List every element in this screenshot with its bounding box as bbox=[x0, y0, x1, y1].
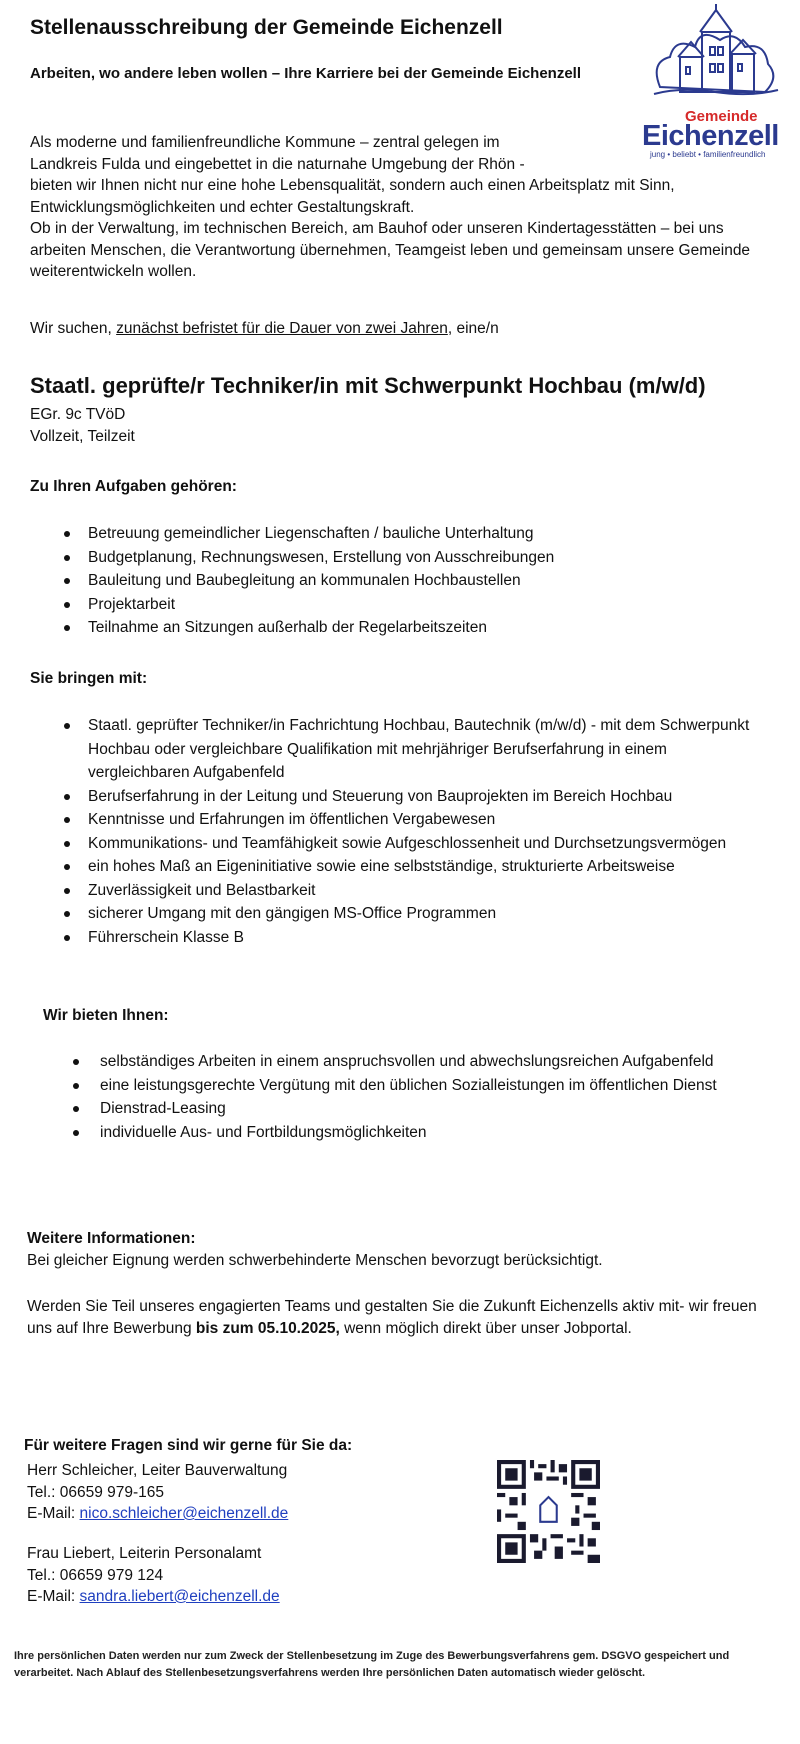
apply-part2: wenn möglich direkt über unser Jobportal. bbox=[339, 1319, 632, 1337]
more-info-text: Bei gleicher Eignung werden schwerbehinderte Menschen bevorzugt berücksichtigt. bbox=[27, 1251, 603, 1269]
logo-line1: Gemeinde bbox=[685, 108, 758, 125]
intro-paragraph-2: Ob in der Verwaltung, im technischen Bereich, am Bauhof oder unseren Kindertagesstätten – bei uns arbeiten Menschen, die Verantwortung übernehmen, Teamgeist leben und gemeinsam unsere Gemeinde weiterentwickeln wollen. bbox=[30, 220, 751, 280]
list-item: Kommunikations- und Teamfähigkeit sowie Aufgeschlossenheit und Durchsetzungsvermögen bbox=[30, 832, 750, 856]
logo-tagline: jung • beliebt • familienfreundlich bbox=[650, 150, 766, 159]
contact-name: Frau Liebert, Leiterin Personalamt bbox=[27, 1545, 262, 1562]
search-prefix: Wir suchen, bbox=[30, 320, 117, 337]
apply-text bbox=[27, 1296, 767, 1339]
qr-code-icon bbox=[497, 1460, 600, 1563]
list-item: Teilnahme an Sitzungen außerhalb der Regelarbeitszeiten bbox=[30, 616, 770, 640]
intro-line: bieten wir Ihnen nicht nur eine hohe Lebensqualität, sondern auch einen Arbeitsplatz mit Sinn, bbox=[30, 177, 675, 194]
email-link[interactable]: nico.schleicher@eichenzell.de bbox=[79, 1505, 289, 1522]
search-suffix: , eine/n bbox=[447, 320, 499, 337]
list-item: ein hohes Maß an Eigeninitiative sowie eine selbstständige, strukturierte Arbeitsweise bbox=[30, 855, 750, 879]
search-duration: zunächst befristet für die Dauer von zwei Jahren bbox=[116, 320, 448, 337]
intro-text bbox=[30, 132, 770, 283]
tasks-heading: Zu Ihren Aufgaben gehören: bbox=[30, 478, 237, 495]
requirements-heading: Sie bringen mit: bbox=[30, 670, 148, 687]
list-item: Zuverlässigkeit und Belastbarkeit bbox=[30, 879, 750, 903]
contact-phone: Tel.: 06659 979 124 bbox=[27, 1566, 164, 1584]
privacy-footnote: Ihre persönlichen Daten werden nur zum Zweck der Stellenbesetzung im Zuge des Bewerbungsverfahrens gem. DSGVO gespeichert und verarbeitet. Nach Ablauf des Stellenbesetzungsverfahrens werden Ihre persönlichen Daten automatisch wieder gelöscht. bbox=[14, 1650, 730, 1679]
list-item: Berufserfahrung in der Leitung und Steuerung von Bauprojekten im Bereich Hochbau bbox=[30, 785, 750, 809]
list-item: Bauleitung und Baubegleitung an kommunalen Hochbaustellen bbox=[30, 569, 770, 593]
working-hours: Vollzeit, Teilzeit bbox=[30, 427, 135, 445]
search-line bbox=[30, 320, 499, 338]
email-label: E-Mail: bbox=[27, 1505, 80, 1522]
tasks-list bbox=[30, 522, 770, 640]
more-info-heading: Weitere Informationen: bbox=[27, 1230, 196, 1247]
contact-phone: Tel.: 06659 979-165 bbox=[27, 1483, 165, 1501]
list-item: Führerschein Klasse B bbox=[30, 926, 750, 950]
contact-2 bbox=[27, 1543, 447, 1608]
email-link[interactable]: sandra.liebert@eichenzell.de bbox=[79, 1588, 280, 1605]
contacts-heading: Für weitere Fragen sind wir gerne für Sie da: bbox=[24, 1437, 353, 1454]
page-title: Stellenausschreibung der Gemeinde Eichenzell bbox=[30, 16, 503, 39]
offers-heading: Wir bieten Ihnen: bbox=[43, 1007, 169, 1024]
contact-1 bbox=[27, 1460, 447, 1525]
list-item: Kenntnisse und Erfahrungen im öffentlichen Vergabewesen bbox=[30, 808, 750, 832]
list-item: selbständiges Arbeiten in einem anspruchsvollen und abwechslungsreichen Aufgabenfeld bbox=[30, 1050, 760, 1074]
intro-line: Als moderne und familienfreundliche Kommune – zentral gelegen im bbox=[30, 134, 500, 151]
logo-line2: Eichenzell bbox=[642, 120, 779, 152]
intro-line: Entwicklungsmöglichkeiten und echter Gestaltungskraft. bbox=[30, 198, 415, 216]
intro-line: Landkreis Fulda und eingebettet in die naturnahe Umgebung der Rhön - bbox=[30, 155, 525, 173]
qr-code[interactable] bbox=[497, 1460, 600, 1563]
apply-deadline: bis zum 05.10.2025, bbox=[195, 1319, 340, 1337]
list-item: individuelle Aus- und Fortbildungsmöglichkeiten bbox=[30, 1121, 760, 1145]
list-item: Staatl. geprüfter Techniker/in Fachrichtung Hochbau, Bautechnik (m/w/d) - mit dem Schwerpunkt Hochbau oder vergleichbare Qualifikation mit mehrjähriger Berufserfahrung in einem vergleichbaren Aufgabenfeld bbox=[30, 714, 750, 785]
list-item: sicherer Umgang mit den gängigen MS-Office Programmen bbox=[30, 902, 750, 926]
list-item: Projektarbeit bbox=[30, 593, 770, 617]
list-item: Budgetplanung, Rechnungswesen, Erstellung von Ausschreibungen bbox=[30, 546, 770, 570]
job-title: Staatl. geprüfte/r Techniker/in mit Schwerpunkt Hochbau (m/w/d) bbox=[30, 373, 706, 398]
offers-list bbox=[30, 1050, 760, 1144]
pay-grade: EGr. 9c TVöD bbox=[30, 406, 126, 423]
email-label: E-Mail: bbox=[27, 1588, 80, 1605]
contact-name: Herr Schleicher, Leiter Bauverwaltung bbox=[27, 1462, 288, 1479]
page-subtitle: Arbeiten, wo andere leben wollen – Ihre Karriere bei der Gemeinde Eichenzell bbox=[30, 65, 582, 82]
requirements-list bbox=[30, 714, 750, 949]
list-item: Dienstrad-Leasing bbox=[30, 1097, 760, 1121]
apply-part1: Werden Sie Teil unseres engagierten Teams und gestalten Sie die Zukunft Eichenzells aktiv mit- wir freuen uns auf Ihre Bewerbung bbox=[27, 1298, 757, 1337]
job-details bbox=[30, 404, 135, 447]
list-item: Betreuung gemeindlicher Liegenschaften / bauliche Unterhaltung bbox=[30, 522, 770, 546]
list-item: eine leistungsgerechte Vergütung mit den üblichen Sozialleistungen im öffentlichen Dienst bbox=[30, 1074, 760, 1098]
more-info bbox=[27, 1228, 767, 1271]
